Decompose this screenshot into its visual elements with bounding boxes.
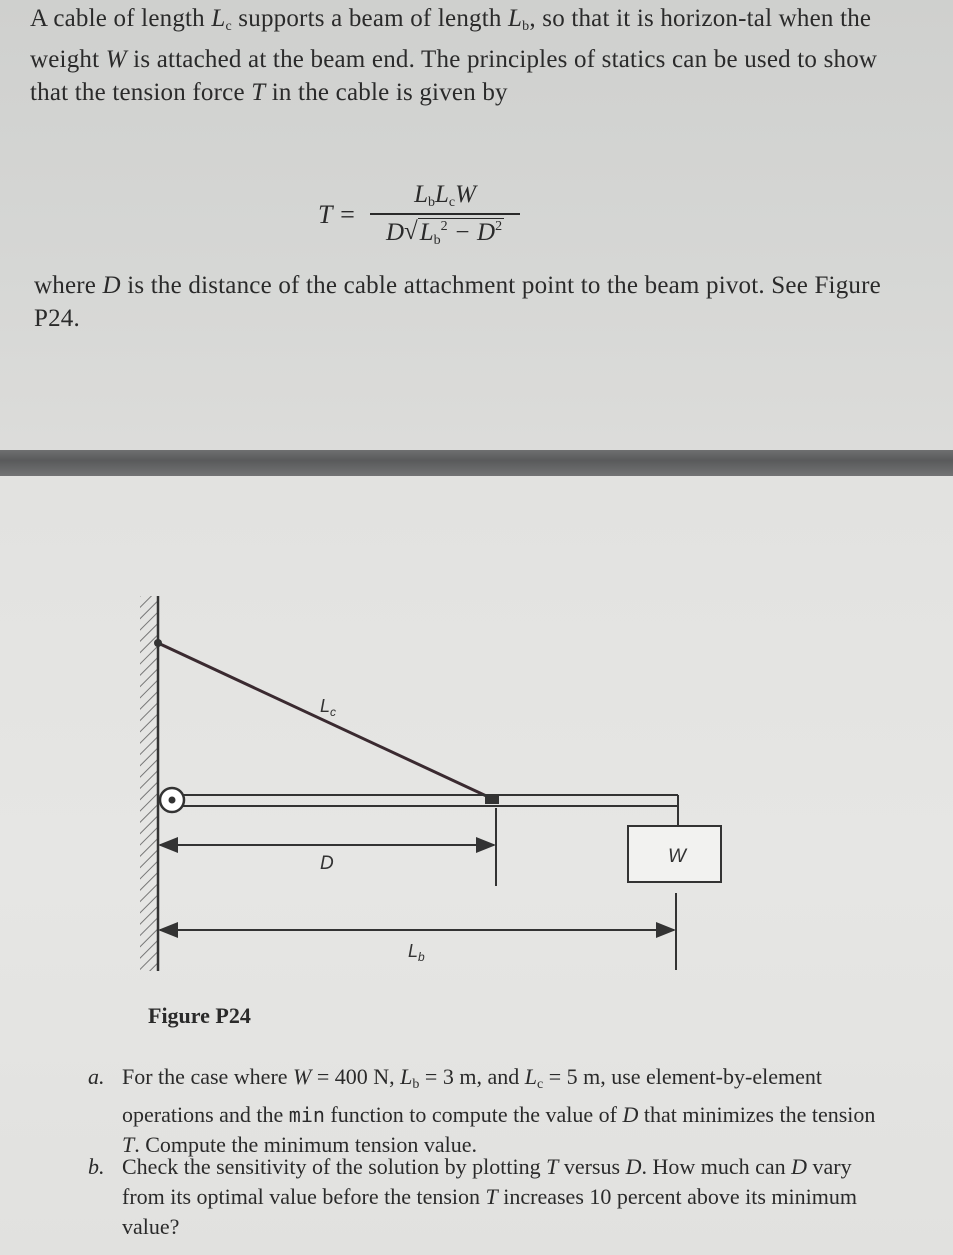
question-label: b. bbox=[88, 1154, 105, 1179]
distance-dimension bbox=[160, 808, 496, 886]
square-root: √ $L_b^2 - D^2$ bbox=[404, 217, 503, 248]
question-text: Check the sensitivity of the solution by plotting T versus D. How much can D vary from its optimal value before the tension T increases 10 percent above its minimum value? bbox=[122, 1154, 857, 1239]
page-divider bbox=[0, 450, 953, 476]
question-label: a. bbox=[88, 1064, 105, 1089]
cable-length-label: $L_c$ bbox=[320, 696, 337, 719]
formula-denominator: D √ $L_b^2 - D^2$ bbox=[385, 217, 503, 248]
formula-fraction bbox=[370, 181, 520, 249]
beam-pivot bbox=[160, 788, 184, 812]
figure-p24 bbox=[0, 476, 953, 1016]
question-text: For the case where W = 400 N, $L_b = 3$ m, and $L_c = 5$ m, use element-by-element operations and the min function to compute the value of D that minimizes the tension T. Compute the minimum tension value. bbox=[122, 1064, 876, 1157]
figure-caption: Figure P24 bbox=[148, 1003, 251, 1028]
formula-lhs: T = bbox=[318, 200, 357, 229]
cable-anchor bbox=[154, 639, 162, 647]
problem-where-text: where D is the distance of the cable attachment point to the beam pivot. See Figure P24. bbox=[34, 272, 881, 332]
wall bbox=[140, 596, 158, 971]
beam-length-label: $L_b$ bbox=[408, 941, 425, 964]
beam bbox=[164, 795, 678, 826]
weight-label: W bbox=[668, 846, 686, 867]
problem-intro: A cable of length $L_c$ supports a beam of length $L_b$, so that it is horizon-tal when the weight W is attached at the beam end. The principles of statics can be used to show that the tension force T in the cable is given by bbox=[30, 5, 878, 106]
cable bbox=[158, 643, 495, 800]
formula-numerator: $L_bL_cW$ bbox=[414, 181, 476, 211]
distance-label: D bbox=[320, 853, 334, 874]
tension-formula bbox=[318, 170, 520, 260]
question-b bbox=[88, 1152, 888, 1242]
question-a bbox=[88, 1062, 888, 1160]
